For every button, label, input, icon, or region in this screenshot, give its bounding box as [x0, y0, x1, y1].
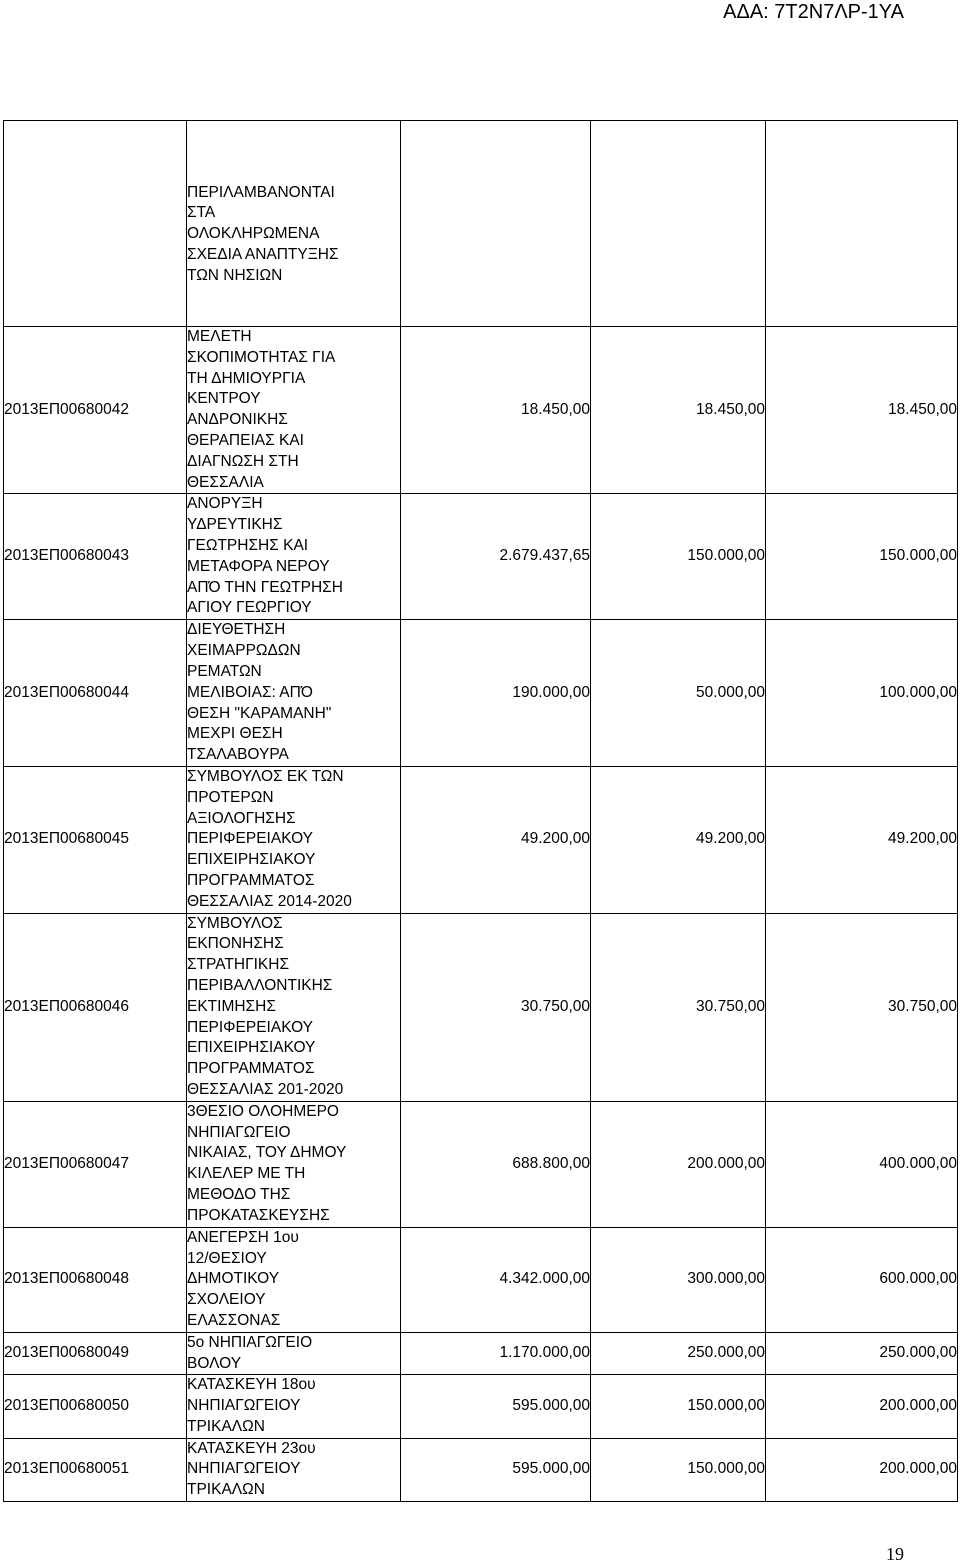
amount-payment: 600.000,00 [766, 1227, 958, 1332]
amount-commitment: 18.450,00 [591, 327, 766, 494]
project-description: ΔΙΕΥΘΕΤΗΣΗ ΧΕΙΜΑΡΡΩΔΩΝ ΡΕΜΑΤΩΝ ΜΕΛΙΒΟΙΑΣ: ΑΠΌ ΘΕΣΗ "ΚΑΡΑΜΑΝΗ" ΜΕΧΡΙ ΘΕΣΗ ΤΣΑΛΑΒΟΥΡΑ [187, 620, 401, 767]
amount-budget: 688.800,00 [401, 1101, 591, 1227]
page-number: 19 [886, 1544, 904, 1564]
table-row [4, 327, 958, 494]
project-code: 2013ΕΠ00680050 [4, 1375, 187, 1438]
amount-payment: 200.000,00 [766, 1375, 958, 1438]
amount-commitment: 50.000,00 [591, 620, 766, 767]
project-description: ΚΑΤΑΣΚΕΥΗ 18ου ΝΗΠΙΑΓΩΓΕΙΟΥ ΤΡΙΚΑΛΩΝ [187, 1375, 401, 1438]
amount-payment: 150.000,00 [766, 494, 958, 620]
project-description: 3ΘΕΣΙΟ ΟΛΟΗΜΕΡΟ ΝΗΠΙΑΓΩΓΕΙΟ ΝΙΚΑΙΑΣ, ΤΟΥ ΔΗΜΟΥ ΚΙΛΕΛΕΡ ΜΕ ΤΗ ΜΕΘΟΔΟ ΤΗΣ ΠΡΟΚΑΤΑΣΚΕΥΣΗΣ [187, 1101, 401, 1227]
ada-header: ΑΔΑ: 7Τ2Ν7ΛΡ-1ΥΑ [723, 1, 904, 23]
project-description: ΠΕΡΙΛΑΜΒΑΝΟΝΤΑΙ ΣΤΑ ΟΛΟΚΛΗΡΩΜΕΝΑ ΣΧΕΔΙΑ ΑΝΑΠΤΥΞΗΣ ΤΩΝ ΝΗΣΙΩΝ [187, 121, 401, 327]
project-code: 2013ΕΠ00680047 [4, 1101, 187, 1227]
project-code [4, 121, 187, 327]
project-description: ΜΕΛΕΤΗ ΣΚΟΠΙΜΟΤΗΤΑΣ ΓΙΑ ΤΗ ΔΗΜΙΟΥΡΓΙΑ ΚΕΝΤΡΟΥ ΑΝΔΡΟΝΙΚΗΣ ΘΕΡΑΠΕΙΑΣ ΚΑΙ ΔΙΑΓΝΩΣΗ ΣΤΗ ΘΕΣΣΑΛΙΑ [187, 327, 401, 494]
amount-payment: 250.000,00 [766, 1332, 958, 1375]
amount-budget: 30.750,00 [401, 913, 591, 1101]
amount-commitment: 150.000,00 [591, 1438, 766, 1501]
amount-commitment: 200.000,00 [591, 1101, 766, 1227]
table-row [4, 766, 958, 913]
project-description: ΚΑΤΑΣΚΕΥΗ 23ου ΝΗΠΙΑΓΩΓΕΙΟΥ ΤΡΙΚΑΛΩΝ [187, 1438, 401, 1501]
amount-commitment: 30.750,00 [591, 913, 766, 1101]
table-row [4, 1438, 958, 1501]
table-row [4, 1375, 958, 1438]
amount-budget: 2.679.437,65 [401, 494, 591, 620]
table-row [4, 913, 958, 1101]
project-code: 2013ΕΠ00680046 [4, 913, 187, 1101]
project-description: 5ο ΝΗΠΙΑΓΩΓΕΙΟ ΒΟΛΟΥ [187, 1332, 401, 1375]
table-row [4, 1227, 958, 1332]
project-code: 2013ΕΠ00680045 [4, 766, 187, 913]
amount-payment: 18.450,00 [766, 327, 958, 494]
project-code: 2013ΕΠ00680048 [4, 1227, 187, 1332]
amount-payment: 49.200,00 [766, 766, 958, 913]
project-description: ΑΝΕΓΕΡΣΗ 1ου 12/ΘΕΣΙΟΥ ΔΗΜΟΤΙΚΟΥ ΣΧΟΛΕΙΟΥ ΕΛΑΣΣΟΝΑΣ [187, 1227, 401, 1332]
amount-budget: 595.000,00 [401, 1375, 591, 1438]
project-description: ΣΥΜΒΟΥΛΟΣ ΕΚΠΟΝΗΣΗΣ ΣΤΡΑΤΗΓΙΚΗΣ ΠΕΡΙΒΑΛΛΟΝΤΙΚΗΣ ΕΚΤΙΜΗΣΗΣ ΠΕΡΙΦΕΡΕΙΑΚΟΥ ΕΠΙΧΕΙΡΗΣΙΑΚΟΥ ΠΡΟΓΡΑΜΜΑΤΟΣ ΘΕΣΣΑΛΙΑΣ 201-2020 [187, 913, 401, 1101]
project-code: 2013ΕΠ00680049 [4, 1332, 187, 1375]
amount-budget: 190.000,00 [401, 620, 591, 767]
amount-budget: 4.342.000,00 [401, 1227, 591, 1332]
table-row [4, 620, 958, 767]
projects-table [3, 120, 958, 1502]
amount-commitment: 150.000,00 [591, 494, 766, 620]
table-row [4, 1332, 958, 1375]
amount-budget [401, 121, 591, 327]
table-row [4, 121, 958, 327]
project-code: 2013ΕΠ00680044 [4, 620, 187, 767]
amount-payment: 200.000,00 [766, 1438, 958, 1501]
amount-commitment: 150.000,00 [591, 1375, 766, 1438]
project-description: ΣΥΜΒΟΥΛΟΣ ΕΚ ΤΩΝ ΠΡΟΤΕΡΩΝ ΑΞΙΟΛΟΓΗΣΗΣ ΠΕΡΙΦΕΡΕΙΑΚΟΥ ΕΠΙΧΕΙΡΗΣΙΑΚΟΥ ΠΡΟΓΡΑΜΜΑΤΟΣ ΘΕΣΣΑΛΙΑΣ 2014-2020 [187, 766, 401, 913]
project-code: 2013ΕΠ00680043 [4, 494, 187, 620]
amount-payment: 30.750,00 [766, 913, 958, 1101]
amount-commitment [591, 121, 766, 327]
table-row [4, 1101, 958, 1227]
project-code: 2013ΕΠ00680051 [4, 1438, 187, 1501]
amount-budget: 595.000,00 [401, 1438, 591, 1501]
table-row [4, 494, 958, 620]
amount-budget: 49.200,00 [401, 766, 591, 913]
amount-payment: 100.000,00 [766, 620, 958, 767]
amount-commitment: 300.000,00 [591, 1227, 766, 1332]
amount-budget: 18.450,00 [401, 327, 591, 494]
project-code: 2013ΕΠ00680042 [4, 327, 187, 494]
project-description: ΑΝΟΡΥΞΗ ΥΔΡΕΥΤΙΚΗΣ ΓΕΩΤΡΗΣΗΣ ΚΑΙ ΜΕΤΑΦΟΡΑ ΝΕΡΟΥ ΑΠΌ ΤΗΝ ΓΕΩΤΡΗΣΗ ΑΓΙΟΥ ΓΕΩΡΓΙΟΥ [187, 494, 401, 620]
amount-payment [766, 121, 958, 327]
amount-payment: 400.000,00 [766, 1101, 958, 1227]
amount-commitment: 49.200,00 [591, 766, 766, 913]
amount-budget: 1.170.000,00 [401, 1332, 591, 1375]
amount-commitment: 250.000,00 [591, 1332, 766, 1375]
